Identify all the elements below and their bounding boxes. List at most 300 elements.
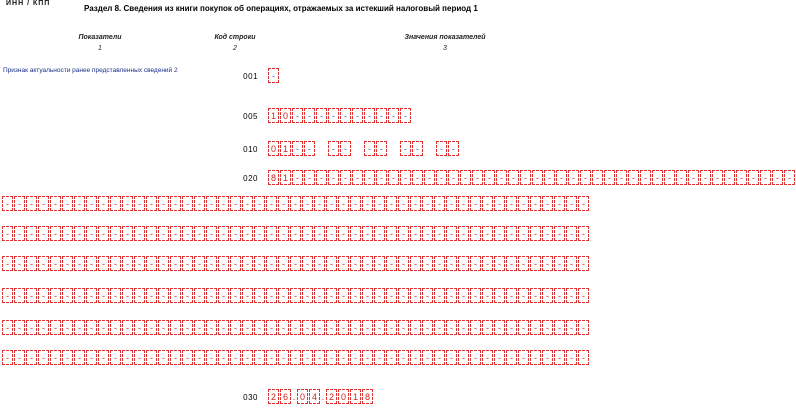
value-cell[interactable]: -: [292, 108, 303, 123]
value-cell[interactable]: -: [290, 196, 301, 211]
value-cell[interactable]: -: [328, 141, 339, 156]
value-cell[interactable]: -: [578, 196, 589, 211]
value-cell[interactable]: -: [530, 226, 541, 241]
value-cell[interactable]: -: [350, 350, 361, 365]
value-cell[interactable]: -: [314, 288, 325, 303]
value-cell[interactable]: -: [326, 196, 337, 211]
value-cell[interactable]: -: [146, 320, 157, 335]
value-cell[interactable]: -: [482, 226, 493, 241]
value-cell[interactable]: -: [328, 108, 339, 123]
value-cell[interactable]: -: [436, 141, 447, 156]
value-cell[interactable]: -: [578, 226, 589, 241]
value-cell[interactable]: -: [302, 288, 313, 303]
value-cell[interactable]: -: [230, 226, 241, 241]
value-cell[interactable]: -: [410, 350, 421, 365]
value-cell[interactable]: -: [170, 196, 181, 211]
value-cell[interactable]: -: [374, 226, 385, 241]
value-cell[interactable]: -: [194, 350, 205, 365]
value-cell[interactable]: -: [122, 196, 133, 211]
value-cell[interactable]: 2: [268, 389, 279, 404]
value-cell[interactable]: -: [14, 288, 25, 303]
value-cell[interactable]: 1: [280, 141, 291, 156]
value-cell[interactable]: -: [302, 226, 313, 241]
value-cell[interactable]: -: [352, 108, 363, 123]
value-cell[interactable]: -: [410, 226, 421, 241]
value-cell[interactable]: -: [170, 226, 181, 241]
value-row-010[interactable]: [268, 141, 460, 156]
value-cell[interactable]: -: [266, 320, 277, 335]
value-cell[interactable]: -: [218, 320, 229, 335]
value-cell[interactable]: -: [290, 256, 301, 271]
value-cell[interactable]: -: [338, 256, 349, 271]
value-cell[interactable]: -: [506, 256, 517, 271]
value-cell[interactable]: -: [374, 196, 385, 211]
value-cell[interactable]: -: [314, 256, 325, 271]
value-cell[interactable]: -: [398, 226, 409, 241]
value-cell[interactable]: -: [760, 170, 771, 185]
value-cell[interactable]: -: [518, 226, 529, 241]
value-cell[interactable]: -: [542, 256, 553, 271]
value-cell[interactable]: -: [122, 256, 133, 271]
value-cell[interactable]: -: [412, 141, 423, 156]
value-cell[interactable]: -: [518, 196, 529, 211]
value-cell[interactable]: -: [122, 350, 133, 365]
value-cell[interactable]: -: [362, 226, 373, 241]
value-cell[interactable]: -: [494, 288, 505, 303]
value-cell[interactable]: -: [134, 320, 145, 335]
value-cell[interactable]: 1: [280, 170, 291, 185]
value-cell[interactable]: -: [628, 170, 639, 185]
value-cell[interactable]: -: [86, 320, 97, 335]
value-cell[interactable]: -: [304, 170, 315, 185]
value-cell[interactable]: -: [110, 256, 121, 271]
value-cell[interactable]: -: [386, 226, 397, 241]
value-cell[interactable]: -: [470, 288, 481, 303]
value-cell[interactable]: -: [364, 170, 375, 185]
value-cell[interactable]: -: [470, 350, 481, 365]
value-cell[interactable]: -: [242, 256, 253, 271]
value-row-free-4[interactable]: [2, 288, 590, 303]
value-cell[interactable]: -: [170, 350, 181, 365]
value-cell[interactable]: -: [38, 350, 49, 365]
value-cell[interactable]: -: [134, 226, 145, 241]
value-cell[interactable]: -: [518, 288, 529, 303]
value-cell[interactable]: -: [530, 256, 541, 271]
value-cell[interactable]: -: [724, 170, 735, 185]
value-cell[interactable]: -: [158, 196, 169, 211]
value-cell[interactable]: -: [278, 226, 289, 241]
value-cell[interactable]: -: [554, 226, 565, 241]
value-cell[interactable]: -: [652, 170, 663, 185]
value-cell[interactable]: -: [400, 170, 411, 185]
value-cell[interactable]: -: [736, 170, 747, 185]
value-cell[interactable]: -: [254, 256, 265, 271]
value-cell[interactable]: -: [2, 226, 13, 241]
value-cell[interactable]: -: [494, 196, 505, 211]
value-cell[interactable]: -: [578, 288, 589, 303]
value-cell[interactable]: 6: [280, 389, 291, 404]
value-cell[interactable]: -: [316, 108, 327, 123]
value-cell[interactable]: -: [542, 350, 553, 365]
value-row-001[interactable]: [268, 68, 280, 83]
value-cell[interactable]: 1: [268, 108, 279, 123]
value-cell[interactable]: -: [350, 288, 361, 303]
value-cell[interactable]: -: [206, 196, 217, 211]
value-cell[interactable]: -: [568, 170, 579, 185]
value-cell[interactable]: -: [362, 196, 373, 211]
value-cell[interactable]: -: [218, 196, 229, 211]
value-cell[interactable]: -: [446, 226, 457, 241]
value-cell[interactable]: -: [14, 226, 25, 241]
value-cell[interactable]: -: [422, 320, 433, 335]
value-cell[interactable]: -: [398, 256, 409, 271]
value-cell[interactable]: -: [364, 141, 375, 156]
value-cell[interactable]: -: [388, 108, 399, 123]
value-cell[interactable]: -: [338, 320, 349, 335]
value-cell[interactable]: -: [424, 170, 435, 185]
value-cell[interactable]: -: [254, 350, 265, 365]
value-cell[interactable]: -: [110, 350, 121, 365]
value-cell[interactable]: -: [374, 320, 385, 335]
value-cell[interactable]: -: [400, 108, 411, 123]
value-cell[interactable]: -: [230, 196, 241, 211]
value-cell[interactable]: -: [314, 226, 325, 241]
value-cell[interactable]: -: [362, 350, 373, 365]
value-cell[interactable]: -: [554, 350, 565, 365]
value-cell[interactable]: -: [448, 170, 459, 185]
value-cell[interactable]: -: [376, 108, 387, 123]
value-cell[interactable]: -: [304, 141, 315, 156]
value-cell[interactable]: -: [350, 226, 361, 241]
value-cell[interactable]: -: [242, 226, 253, 241]
value-cell[interactable]: -: [472, 170, 483, 185]
value-cell[interactable]: -: [434, 320, 445, 335]
value-cell[interactable]: -: [482, 256, 493, 271]
value-cell[interactable]: -: [326, 256, 337, 271]
value-cell[interactable]: -: [110, 226, 121, 241]
value-cell[interactable]: -: [362, 288, 373, 303]
value-cell[interactable]: -: [542, 288, 553, 303]
value-cell[interactable]: -: [62, 350, 73, 365]
value-cell[interactable]: -: [230, 256, 241, 271]
value-cell[interactable]: -: [206, 320, 217, 335]
value-cell[interactable]: -: [230, 288, 241, 303]
value-cell[interactable]: -: [542, 320, 553, 335]
value-cell[interactable]: -: [50, 320, 61, 335]
value-cell[interactable]: -: [446, 196, 457, 211]
value-cell[interactable]: -: [146, 196, 157, 211]
value-cell[interactable]: -: [434, 256, 445, 271]
value-cell[interactable]: -: [410, 320, 421, 335]
value-cell[interactable]: -: [496, 170, 507, 185]
value-cell[interactable]: -: [748, 170, 759, 185]
value-cell[interactable]: -: [398, 320, 409, 335]
value-cell[interactable]: -: [338, 288, 349, 303]
value-cell[interactable]: -: [98, 226, 109, 241]
value-cell[interactable]: -: [38, 320, 49, 335]
value-cell[interactable]: -: [566, 256, 577, 271]
value-cell[interactable]: -: [206, 288, 217, 303]
value-cell[interactable]: -: [772, 170, 783, 185]
value-cell[interactable]: -: [2, 320, 13, 335]
value-cell[interactable]: -: [50, 350, 61, 365]
value-cell[interactable]: -: [376, 141, 387, 156]
value-cell[interactable]: -: [158, 350, 169, 365]
value-cell[interactable]: -: [266, 196, 277, 211]
value-cell[interactable]: -: [434, 350, 445, 365]
value-cell[interactable]: -: [484, 170, 495, 185]
value-cell[interactable]: -: [254, 226, 265, 241]
value-cell[interactable]: -: [566, 350, 577, 365]
value-cell[interactable]: -: [542, 196, 553, 211]
value-cell[interactable]: -: [292, 170, 303, 185]
value-cell[interactable]: -: [374, 288, 385, 303]
value-cell[interactable]: -: [62, 288, 73, 303]
value-cell[interactable]: -: [158, 288, 169, 303]
value-cell[interactable]: -: [434, 196, 445, 211]
value-cell[interactable]: -: [520, 170, 531, 185]
value-cell[interactable]: -: [446, 288, 457, 303]
value-cell[interactable]: -: [62, 320, 73, 335]
value-cell[interactable]: -: [470, 320, 481, 335]
value-cell[interactable]: -: [458, 350, 469, 365]
value-cell[interactable]: -: [218, 226, 229, 241]
value-cell[interactable]: -: [2, 256, 13, 271]
value-cell[interactable]: -: [302, 256, 313, 271]
value-cell[interactable]: -: [506, 196, 517, 211]
value-cell[interactable]: -: [458, 226, 469, 241]
value-row-030[interactable]: [268, 389, 374, 404]
value-cell[interactable]: -: [530, 350, 541, 365]
value-cell[interactable]: -: [206, 226, 217, 241]
value-cell[interactable]: -: [386, 320, 397, 335]
value-cell[interactable]: -: [242, 320, 253, 335]
value-cell[interactable]: -: [518, 350, 529, 365]
value-cell[interactable]: -: [26, 320, 37, 335]
value-cell[interactable]: -: [338, 226, 349, 241]
value-cell[interactable]: -: [362, 320, 373, 335]
value-cell[interactable]: -: [676, 170, 687, 185]
value-cell[interactable]: -: [470, 196, 481, 211]
value-cell[interactable]: -: [352, 170, 363, 185]
value-cell[interactable]: -: [494, 320, 505, 335]
value-cell[interactable]: -: [434, 288, 445, 303]
value-cell[interactable]: -: [458, 196, 469, 211]
value-cell[interactable]: -: [134, 350, 145, 365]
value-cell[interactable]: -: [304, 108, 315, 123]
value-cell[interactable]: -: [688, 170, 699, 185]
value-cell[interactable]: -: [86, 226, 97, 241]
value-cell[interactable]: -: [254, 320, 265, 335]
value-cell[interactable]: -: [74, 350, 85, 365]
value-cell[interactable]: -: [62, 226, 73, 241]
value-cell[interactable]: -: [278, 350, 289, 365]
value-cell[interactable]: -: [2, 350, 13, 365]
value-cell[interactable]: -: [302, 320, 313, 335]
value-cell[interactable]: -: [338, 196, 349, 211]
value-cell[interactable]: -: [422, 350, 433, 365]
value-cell[interactable]: -: [134, 288, 145, 303]
value-cell[interactable]: -: [616, 170, 627, 185]
value-cell[interactable]: -: [158, 226, 169, 241]
value-cell[interactable]: -: [410, 288, 421, 303]
value-row-free-2[interactable]: [2, 226, 590, 241]
value-cell[interactable]: -: [446, 320, 457, 335]
value-cell[interactable]: 4: [309, 389, 320, 404]
value-cell[interactable]: -: [518, 256, 529, 271]
value-cell[interactable]: -: [182, 288, 193, 303]
value-cell[interactable]: -: [578, 350, 589, 365]
value-cell[interactable]: -: [206, 350, 217, 365]
value-cell[interactable]: -: [266, 226, 277, 241]
value-cell[interactable]: -: [494, 226, 505, 241]
value-cell[interactable]: -: [398, 350, 409, 365]
value-cell[interactable]: -: [422, 256, 433, 271]
value-cell[interactable]: -: [278, 320, 289, 335]
value-row-free-3[interactable]: [2, 256, 590, 271]
value-cell[interactable]: -: [194, 288, 205, 303]
value-cell[interactable]: -: [554, 288, 565, 303]
value-cell[interactable]: -: [400, 141, 411, 156]
value-cell[interactable]: -: [122, 288, 133, 303]
value-cell[interactable]: 2: [326, 389, 337, 404]
value-cell[interactable]: -: [350, 196, 361, 211]
value-cell[interactable]: -: [2, 288, 13, 303]
value-cell[interactable]: 1: [350, 389, 361, 404]
value-cell[interactable]: -: [494, 350, 505, 365]
value-cell[interactable]: -: [62, 256, 73, 271]
value-cell[interactable]: -: [146, 288, 157, 303]
value-cell[interactable]: -: [50, 226, 61, 241]
value-cell[interactable]: -: [386, 196, 397, 211]
value-cell[interactable]: -: [290, 288, 301, 303]
value-cell[interactable]: -: [458, 288, 469, 303]
value-cell[interactable]: -: [278, 256, 289, 271]
value-cell[interactable]: -: [422, 226, 433, 241]
value-cell[interactable]: -: [74, 288, 85, 303]
value-cell[interactable]: -: [2, 196, 13, 211]
value-cell[interactable]: -: [218, 256, 229, 271]
value-cell[interactable]: -: [14, 350, 25, 365]
value-cell[interactable]: -: [242, 288, 253, 303]
value-cell[interactable]: -: [566, 196, 577, 211]
value-cell[interactable]: -: [554, 196, 565, 211]
value-cell[interactable]: -: [254, 288, 265, 303]
value-row-free-5[interactable]: [2, 320, 590, 335]
value-cell[interactable]: -: [14, 256, 25, 271]
value-cell[interactable]: -: [14, 320, 25, 335]
value-cell[interactable]: -: [50, 256, 61, 271]
value-cell[interactable]: -: [230, 320, 241, 335]
value-cell[interactable]: -: [86, 350, 97, 365]
value-cell[interactable]: -: [290, 226, 301, 241]
value-cell[interactable]: -: [386, 350, 397, 365]
value-cell[interactable]: -: [194, 226, 205, 241]
value-cell[interactable]: -: [532, 170, 543, 185]
value-cell[interactable]: -: [578, 320, 589, 335]
value-cell[interactable]: -: [386, 288, 397, 303]
value-cell[interactable]: -: [292, 141, 303, 156]
value-cell[interactable]: -: [182, 320, 193, 335]
value-cell[interactable]: -: [98, 196, 109, 211]
value-cell[interactable]: -: [446, 256, 457, 271]
value-cell[interactable]: -: [374, 256, 385, 271]
value-row-020[interactable]: [268, 170, 796, 185]
value-cell[interactable]: -: [530, 196, 541, 211]
value-cell[interactable]: -: [86, 256, 97, 271]
value-cell[interactable]: -: [74, 256, 85, 271]
value-cell[interactable]: -: [146, 226, 157, 241]
value-cell[interactable]: -: [266, 256, 277, 271]
value-cell[interactable]: -: [206, 256, 217, 271]
value-cell[interactable]: -: [278, 288, 289, 303]
value-cell[interactable]: -: [62, 196, 73, 211]
value-cell[interactable]: -: [98, 256, 109, 271]
value-row-005[interactable]: [268, 108, 412, 123]
value-cell[interactable]: -: [290, 350, 301, 365]
value-cell[interactable]: -: [230, 350, 241, 365]
value-cell[interactable]: -: [268, 68, 279, 83]
value-cell[interactable]: -: [386, 256, 397, 271]
value-cell[interactable]: -: [566, 320, 577, 335]
value-cell[interactable]: -: [26, 288, 37, 303]
value-cell[interactable]: -: [482, 196, 493, 211]
value-cell[interactable]: -: [482, 320, 493, 335]
value-cell[interactable]: -: [422, 288, 433, 303]
value-cell[interactable]: -: [566, 226, 577, 241]
value-row-free-1[interactable]: [2, 196, 590, 211]
value-cell[interactable]: -: [218, 350, 229, 365]
value-cell[interactable]: -: [470, 256, 481, 271]
value-cell[interactable]: -: [446, 350, 457, 365]
value-cell[interactable]: -: [556, 170, 567, 185]
value-cell[interactable]: -: [712, 170, 723, 185]
value-cell[interactable]: -: [410, 256, 421, 271]
value-cell[interactable]: -: [14, 196, 25, 211]
value-cell[interactable]: -: [86, 288, 97, 303]
value-cell[interactable]: -: [38, 196, 49, 211]
value-cell[interactable]: -: [784, 170, 795, 185]
value-cell[interactable]: -: [182, 196, 193, 211]
value-cell[interactable]: -: [110, 288, 121, 303]
value-cell[interactable]: -: [554, 320, 565, 335]
value-cell[interactable]: -: [398, 288, 409, 303]
value-cell[interactable]: -: [242, 196, 253, 211]
value-cell[interactable]: -: [50, 196, 61, 211]
value-cell[interactable]: -: [326, 288, 337, 303]
value-cell[interactable]: -: [170, 320, 181, 335]
value-cell[interactable]: -: [38, 256, 49, 271]
value-cell[interactable]: -: [74, 196, 85, 211]
value-cell[interactable]: -: [314, 320, 325, 335]
value-cell[interactable]: -: [578, 256, 589, 271]
value-cell[interactable]: 0: [280, 108, 291, 123]
value-cell[interactable]: -: [158, 256, 169, 271]
value-cell[interactable]: -: [506, 350, 517, 365]
value-cell[interactable]: -: [530, 320, 541, 335]
value-cell[interactable]: -: [412, 170, 423, 185]
value-cell[interactable]: -: [374, 350, 385, 365]
value-cell[interactable]: -: [542, 226, 553, 241]
value-cell[interactable]: -: [508, 170, 519, 185]
value-cell[interactable]: -: [316, 170, 327, 185]
value-cell[interactable]: -: [518, 320, 529, 335]
value-cell[interactable]: -: [134, 256, 145, 271]
value-cell[interactable]: -: [254, 196, 265, 211]
value-cell[interactable]: -: [302, 350, 313, 365]
value-cell[interactable]: -: [482, 288, 493, 303]
value-cell[interactable]: -: [98, 350, 109, 365]
